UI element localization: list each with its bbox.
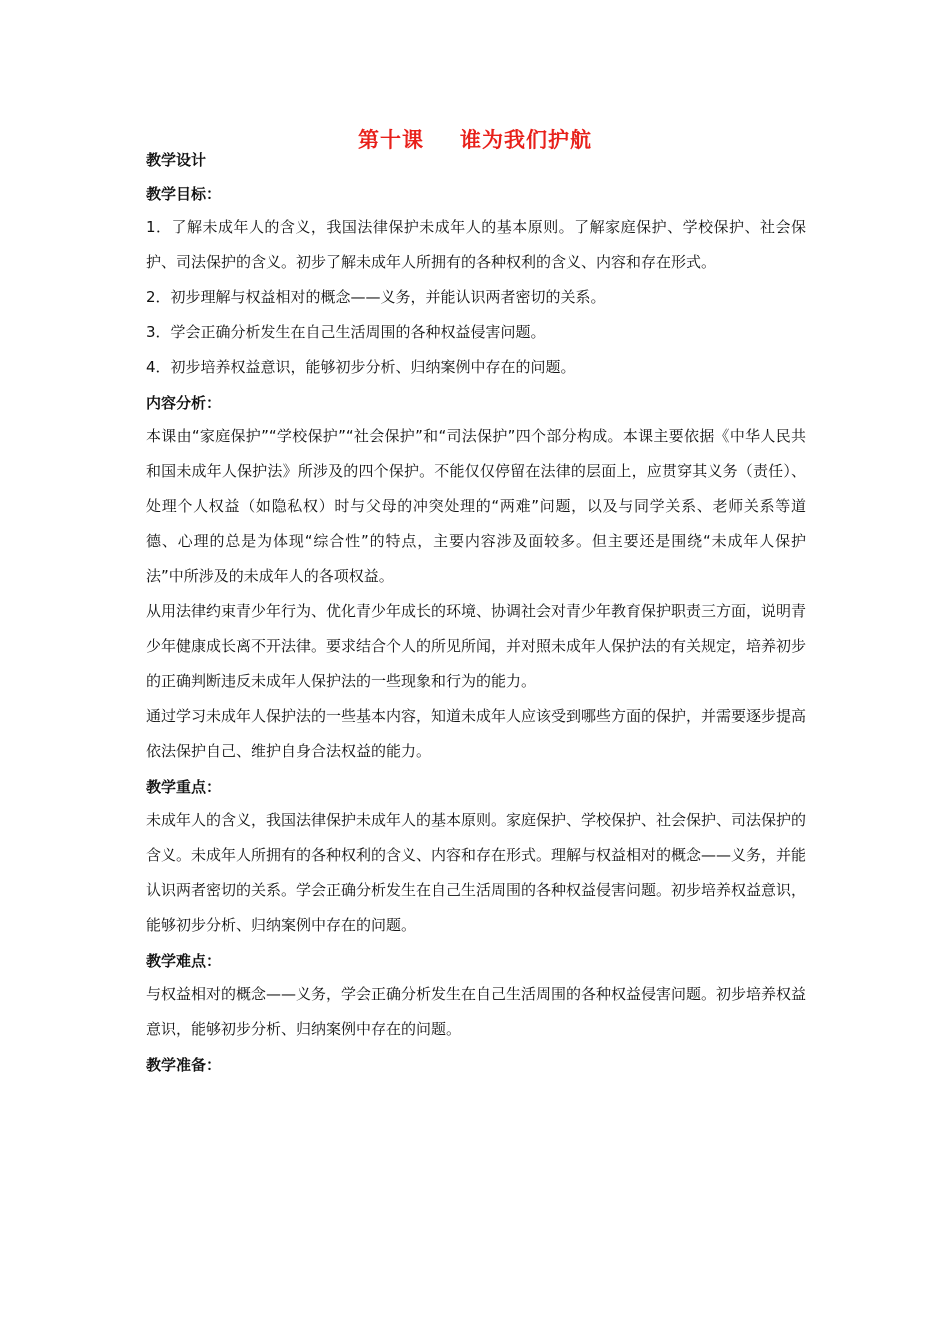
difficult-heading: 教学难点： (146, 952, 222, 970)
design-heading: 教学设计 (146, 151, 207, 169)
content-heading: 内容分析： (146, 394, 222, 412)
lesson-name: 谁为我们护航 (460, 128, 592, 152)
goal-item: 1．了解未成年人的含义，我国法律保护未成年人的基本原则。了解家庭保护、学校保护、社会保护、司法保护的含义。初步了解未成年人所拥有的各种权利的含义、内容和存在形式。 (146, 218, 806, 271)
content-paragraph: 本课由“家庭保护”“学校保护”“社会保护”和“司法保护”四个部分构成。本课主要依据《中华人民共和国未成年人保护法》所涉及的四个保护。不能仅仅停留在法律的层面上，应贯穿其义务（责任）、处理个人权益（如隐私权）时与父母的冲突处理的“两难”问题，以及与同学关系、老师关系等道德、心理的总是为体现“综合性”的特点，主要内容涉及面较多。但主要还是围绕“未成年人保护法”中所涉及的未成年人的各项权益。 (146, 427, 806, 585)
key-paragraph: 未成年人的含义，我国法律保护未成年人的基本原则。家庭保护、学校保护、社会保护、司法保护的含义。未成年人所拥有的各种权利的含义、内容和存在形式。理解与权益相对的概念——义务，并能认识两者密切的关系。学会正确分析发生在自己生活周围的各种权益侵害问题。初步培养权益意识，能够初步分析、归纳案例中存在的问题。 (146, 811, 807, 934)
goals-heading: 教学目标： (146, 185, 222, 203)
prep-heading: 教学准备： (146, 1056, 222, 1074)
goal-item: 4．初步培养权益意识，能够初步分析、归纳案例中存在的问题。 (146, 358, 576, 376)
document-body (146, 150, 806, 1075)
content-paragraph: 从用法律约束青少年行为、优化青少年成长的环境、协调社会对青少年教育保护职责三方面，说明青少年健康成长离不开法律。要求结合个人的所见所闻，并对照未成年人保护法的有关规定，培养初步的正确判断违反未成年人保护法的一些现象和行为的能力。 (146, 602, 807, 690)
goal-item: 2．初步理解与权益相对的概念——义务，并能认识两者密切的关系。 (146, 288, 606, 306)
difficult-paragraph: 与权益相对的概念——义务，学会正确分析发生在自己生活周围的各种权益侵害问题。初步培养权益意识，能够初步分析、归纳案例中存在的问题。 (146, 985, 807, 1038)
goal-item: 3．学会正确分析发生在自己生活周围的各种权益侵害问题。 (146, 323, 546, 341)
lesson-number: 第十课 (358, 128, 424, 152)
content-paragraph: 通过学习未成年人保护法的一些基本内容，知道未成年人应该受到哪些方面的保护，并需要逐步提高依法保护自己、维护自身合法权益的能力。 (146, 707, 807, 760)
key-heading: 教学重点： (146, 778, 222, 796)
